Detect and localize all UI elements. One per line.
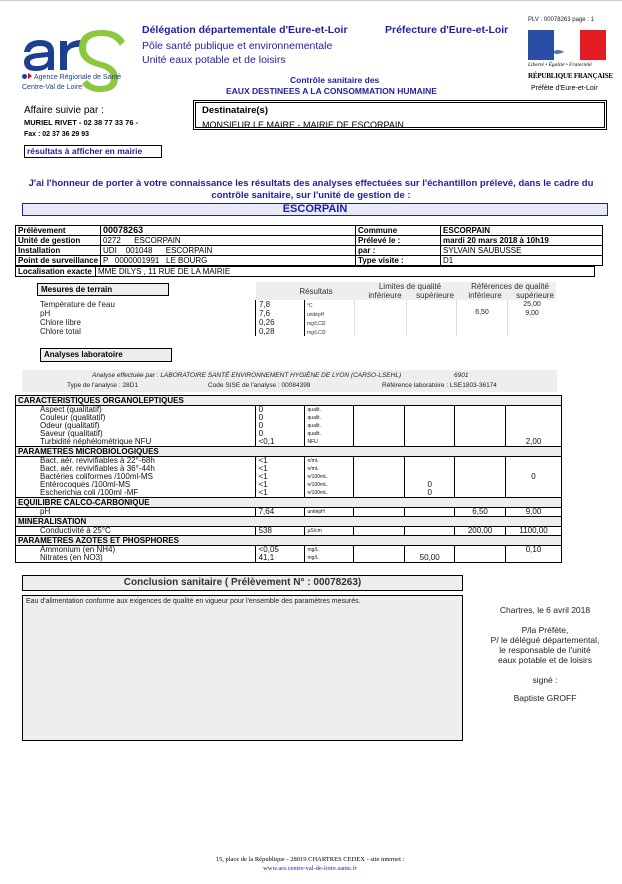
destinataire-label: Destinataire(s) <box>202 105 268 116</box>
laboratory-name: LABORATOIRE SANTÉ ENVIRONNEMENT HYGIÈNE DE LYON (CARSO-LSEHL) <box>160 372 402 379</box>
preleveur-name: SYLVAIN SAUBUSSE <box>441 246 603 256</box>
result-values: 538 <box>255 527 304 536</box>
limite-inferieure <box>354 508 405 517</box>
mesures-terrain-title: Mesures de terrain <box>37 283 169 296</box>
affaire-contact: MURIEL RIVET - 02 38 77 33 76 - <box>24 118 139 127</box>
section-title: PARAMETRES AZOTES ET PHOSPHORES <box>16 536 562 546</box>
limite-inferieure <box>354 546 405 563</box>
reference-superieure: 0 <box>506 457 562 498</box>
ug-value: 0272 ESCORPAIN <box>101 236 356 246</box>
section-header-row <box>16 498 562 508</box>
info-label: Prélevé le : <box>356 236 441 246</box>
table-row <box>16 508 562 517</box>
republic-motto: Liberté • Égalité • Fraternité <box>528 62 592 68</box>
plv-page: PLV : 00078263 page : 1 <box>528 17 594 23</box>
info-label: Installation <box>16 246 101 256</box>
limite-inferieure <box>354 406 405 447</box>
results-column-header: Résultats Limites de qualité inférieure supérieure Références de qualité inférieure supérieure <box>256 282 556 300</box>
reference-laboratoire: Référence laboratoire : LSE1803-36174 <box>382 382 497 389</box>
units: unitépH <box>304 508 354 517</box>
result-values: <1 <1 <1 <1 <1 <box>255 457 304 498</box>
point-value: P 0000001991 LE BOURG <box>101 256 356 266</box>
section-header-row <box>16 517 562 527</box>
divider <box>354 300 355 336</box>
table-row <box>16 546 562 563</box>
afficher-en-mairie-box: résultats à afficher en mairie <box>24 145 162 158</box>
section-title: MINERALISATION <box>16 517 562 527</box>
conclusion-text: Eau d'alimentation conforme aux exigences de qualité en vigueur pour l'ensemble des paramètres mesurés. <box>22 595 463 741</box>
info-label: Unité de gestion <box>16 236 101 246</box>
info-label: Localisation exacte <box>16 267 96 277</box>
units: qualit. qualit. qualit. qualit. NFU <box>304 406 354 447</box>
intro-text: J'ai l'honneur de porter à votre connaissance les résultats des analyses effectuées sur l'échantillon prélevé, dans le cadre du contrôle sanitaire, sur l'unité de gestion de : <box>28 178 594 201</box>
info-label: par : <box>356 246 441 256</box>
limite-superieure <box>405 508 455 517</box>
table-row <box>16 267 595 277</box>
type-visite: D1 <box>441 256 603 266</box>
republic-name: RÉPUBLIQUE FRANÇAISE <box>528 72 613 80</box>
localisation-table <box>15 266 595 277</box>
table-row <box>16 527 562 536</box>
affaire-label: Affaire suivie par : <box>24 105 104 116</box>
destinataire-box <box>193 100 607 130</box>
analyses-laboratoire-title: Analyses laboratoire <box>40 348 172 362</box>
section-title: PARAMETRES MICROBIOLOGIQUES <box>16 447 562 457</box>
divider <box>255 300 256 336</box>
divider <box>507 300 508 336</box>
reference-superieure: 9,00 <box>506 508 562 517</box>
lab-results-table <box>15 395 562 563</box>
parameter-names: Bact. aér. revivifiables à 22°-68h Bact. aér. revivifiables à 36°-44h Bactéries coliformes /100ml-MS Entérocoques /100ml-MS Escherichia coli /100ml -MF <box>16 457 256 498</box>
limite-superieure <box>405 406 455 447</box>
place-date: Chartres, le 6 avril 2018 <box>499 605 591 615</box>
prefete-label: Préfète d'Eure-et-Loir <box>531 85 598 92</box>
terrain-ref-sup: 25,00 9,00 <box>523 301 541 317</box>
reference-superieure: 1100,00 <box>506 527 562 536</box>
marianne-flag-icon <box>528 30 606 60</box>
units: mg/L mg/L <box>304 546 354 563</box>
table-row <box>16 406 562 447</box>
laboratory-code: 6901 <box>454 372 469 379</box>
website-link[interactable]: www.ars.centre-val-de-loire.sante.fr <box>263 865 357 872</box>
reference-inferieure: 200,00 <box>455 527 506 536</box>
unite-title: Unité eaux potable et de loisirs <box>142 54 286 66</box>
reference-inferieure <box>455 457 506 498</box>
footer-address: 15, place de la République - 28019 CHARTRES CEDEX - site internet : <box>215 856 405 863</box>
section-title: EQUILIBRE CALCO-CARBONIQUE <box>16 498 562 508</box>
section-header-row <box>16 396 562 406</box>
pole-title: Pôle santé publique et environnementale <box>142 40 333 52</box>
parameter-names: Conductivité à 25°C <box>16 527 256 536</box>
units: µS/cm <box>304 527 354 536</box>
footer <box>150 855 470 873</box>
divider <box>304 300 305 336</box>
fax-number: Fax : 02 37 36 29 93 <box>24 131 89 138</box>
result-values: 0 0 0 0 <0,1 <box>255 406 304 447</box>
parameter-names: Aspect (qualitatif) Couleur (qualitatif) Odeur (qualitatif) Saveur (qualitatif) Turbidité néphélométrique NFU <box>16 406 256 447</box>
controle-title: Contrôle sanitaire des <box>290 75 380 85</box>
divider <box>406 300 407 336</box>
info-label: Type visite : <box>356 256 441 266</box>
code-sise: Code SISE de l'analyse : 00084399 <box>208 382 311 389</box>
divider <box>456 300 457 336</box>
reference-inferieure <box>455 546 506 563</box>
parameter-names: pH <box>16 508 256 517</box>
result-values: <0,05 41,1 <box>255 546 304 563</box>
sample-info-table <box>15 225 603 266</box>
units: n/mL n/mL n/100mL n/100mL n/100mL <box>304 457 354 498</box>
info-label: Commune <box>356 226 441 236</box>
section-header-row <box>16 536 562 546</box>
terrain-units: °C unitépH mg/LCl2 mg/LCl2 <box>307 303 326 336</box>
section-header-row <box>16 447 562 457</box>
prelevement-number: 00078263 <box>101 226 356 236</box>
limite-superieure: 50,00 <box>405 546 455 563</box>
prefecture-title: Préfecture d'Eure-et-Loir <box>385 24 509 36</box>
terrain-values: 7,8 7,6 0,26 0,28 <box>259 300 275 336</box>
reference-inferieure <box>455 406 506 447</box>
result-values: 7,64 <box>255 508 304 517</box>
table-row <box>16 246 603 256</box>
top-border <box>0 0 622 1</box>
destinataire-value: MONSIEUR LE MAIRE - MAIRIE DE ESCORPAIN <box>202 120 404 130</box>
unite-gestion-banner: ESCORPAIN <box>22 203 608 216</box>
info-label: Point de surveillance <box>16 256 101 266</box>
signature-block: Chartres, le 6 avril 2018 P/la Préfète, P/ le délégué départemental, le responsable de l'unité eaux potable et de loisirs signé : Baptiste GROFF <box>470 605 620 703</box>
limite-inferieure <box>354 527 405 536</box>
controle-subtitle: EAUX DESTINEES A LA CONSOMMATION HUMAINE <box>226 86 437 96</box>
signatory-name: Baptiste GROFF <box>513 693 577 703</box>
commune-value: ESCORPAIN <box>441 226 603 236</box>
localisation-value: MME DILYS , 11 RUE DE LA MAIRIE <box>96 267 595 277</box>
conclusion-title: Conclusion sanitaire ( Prélèvement N° : 00078263) <box>22 575 463 591</box>
delegation-title: Délégation départementale d'Eure-et-Loir <box>142 24 348 36</box>
terrain-params: Température de l'eau pH Chlore libre Chlore total <box>40 300 115 336</box>
info-label: Prélèvement <box>16 226 101 236</box>
reference-superieure: 0,10 <box>506 546 562 563</box>
limite-inferieure <box>354 457 405 498</box>
preleve-date: mardi 20 mars 2018 à 10h19 <box>441 236 603 246</box>
table-row <box>16 236 603 246</box>
agency-name: Agence Régionale de Santé Centre-Val de Loire <box>22 74 122 91</box>
type-analyse: Type de l'analyse : 28D1 <box>67 382 138 389</box>
installation-value: UDI 001048 ESCORPAIN <box>101 246 356 256</box>
section-title: CARACTERISTIQUES ORGANOLEPTIQUES <box>16 396 562 406</box>
reference-superieure: 2,00 <box>506 406 562 447</box>
limite-superieure <box>405 527 455 536</box>
table-row <box>16 226 603 236</box>
terrain-ref-inf: 6,50 <box>475 309 489 316</box>
table-row <box>16 256 603 266</box>
reference-inferieure: 6,50 <box>455 508 506 517</box>
parameter-names: Ammonium (en NH4) Nitrates (en NO3) <box>16 546 256 563</box>
laboratory-info: Analyse effectuée par : LABORATOIRE SANTÉ ENVIRONNEMENT HYGIÈNE DE LYON (CARSO-LSEHL) 6901 Type de l'analyse : 28D1 Code SISE de l'analyse : 00084399 Référence laboratoire : LSE1803-36174 <box>22 370 557 392</box>
limite-superieure: 0 0 <box>405 457 455 498</box>
table-row <box>16 457 562 498</box>
